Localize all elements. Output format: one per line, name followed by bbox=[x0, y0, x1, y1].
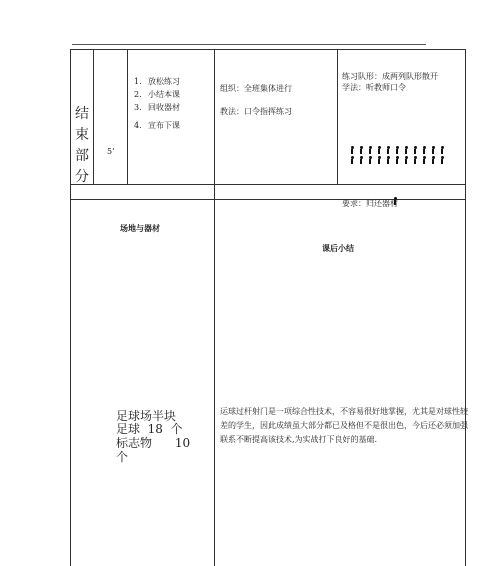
list-item: 4. 宣布下课 bbox=[134, 121, 180, 130]
student-icon bbox=[376, 146, 382, 154]
content-list bbox=[134, 76, 180, 133]
student-icon bbox=[367, 156, 373, 164]
venue-line: 足球场半块 bbox=[116, 409, 177, 423]
formation-line-2: 学法：听教师口令 bbox=[342, 83, 406, 92]
student-icon bbox=[349, 156, 355, 164]
list-item: 3. 回收器材 bbox=[134, 103, 180, 112]
student-icon bbox=[376, 156, 382, 164]
summary-heading: 课后小结 bbox=[322, 243, 354, 253]
student-icon bbox=[430, 156, 436, 164]
student-icon bbox=[385, 156, 391, 164]
col-border-left bbox=[70, 49, 71, 566]
venue-line: 标志物 10 bbox=[116, 436, 191, 450]
student-icon bbox=[349, 146, 355, 154]
student-icon bbox=[421, 156, 427, 164]
section-char: 部 bbox=[75, 148, 89, 164]
list-item: 2. 小结本课 bbox=[134, 90, 180, 99]
section-char: 结 bbox=[75, 106, 89, 122]
student-icon bbox=[358, 146, 364, 154]
summary-text: 运球过杆射门是一项综合性技术，不容易很好地掌握，尤其是对球性较差的学生，因此成绩虽大部分都已及格但不是很出色，今后还必须加强联系不断提高该技术,为实战打下良好的基础. bbox=[220, 407, 468, 444]
organization-text: 组织：全班集体进行 bbox=[220, 84, 292, 93]
venue-heading: 场地与器材 bbox=[120, 223, 160, 233]
section-char: 束 bbox=[75, 127, 89, 143]
venue-line: 足球 18 个 bbox=[116, 422, 183, 436]
top-rule bbox=[72, 44, 426, 45]
student-icon bbox=[439, 146, 445, 154]
student-icon bbox=[367, 146, 373, 154]
student-icon bbox=[358, 156, 364, 164]
student-icon bbox=[412, 156, 418, 164]
student-icon bbox=[403, 156, 409, 164]
student-icon bbox=[385, 146, 391, 154]
student-icon bbox=[430, 146, 436, 154]
student-icon bbox=[394, 156, 400, 164]
col-border-1 bbox=[93, 49, 94, 185]
student-icon bbox=[439, 156, 445, 164]
requirement-text: 要求：归还器材 bbox=[342, 199, 398, 208]
col-border-4 bbox=[337, 49, 338, 185]
student-icon bbox=[403, 146, 409, 154]
col-border-3 bbox=[214, 49, 215, 566]
players-row-1 bbox=[349, 146, 445, 154]
section-label bbox=[74, 104, 90, 188]
section-char: 分 bbox=[75, 169, 89, 185]
list-item: 1. 放松练习 bbox=[134, 77, 180, 86]
method-text: 教法：口令指挥练习 bbox=[220, 107, 292, 116]
student-icon bbox=[421, 146, 427, 154]
venue-line: 个 bbox=[116, 450, 129, 464]
formation-line-1: 练习队形：成两列队形散开 bbox=[342, 72, 438, 81]
row-divider-1 bbox=[70, 184, 466, 185]
row-divider-2 bbox=[70, 199, 466, 200]
row-top-border bbox=[70, 49, 466, 50]
student-icon bbox=[394, 146, 400, 154]
time-value: 5’ bbox=[107, 147, 115, 156]
players-row-2 bbox=[349, 156, 445, 164]
col-border-2 bbox=[127, 49, 128, 185]
student-icon bbox=[412, 146, 418, 154]
col-border-right bbox=[465, 49, 466, 566]
